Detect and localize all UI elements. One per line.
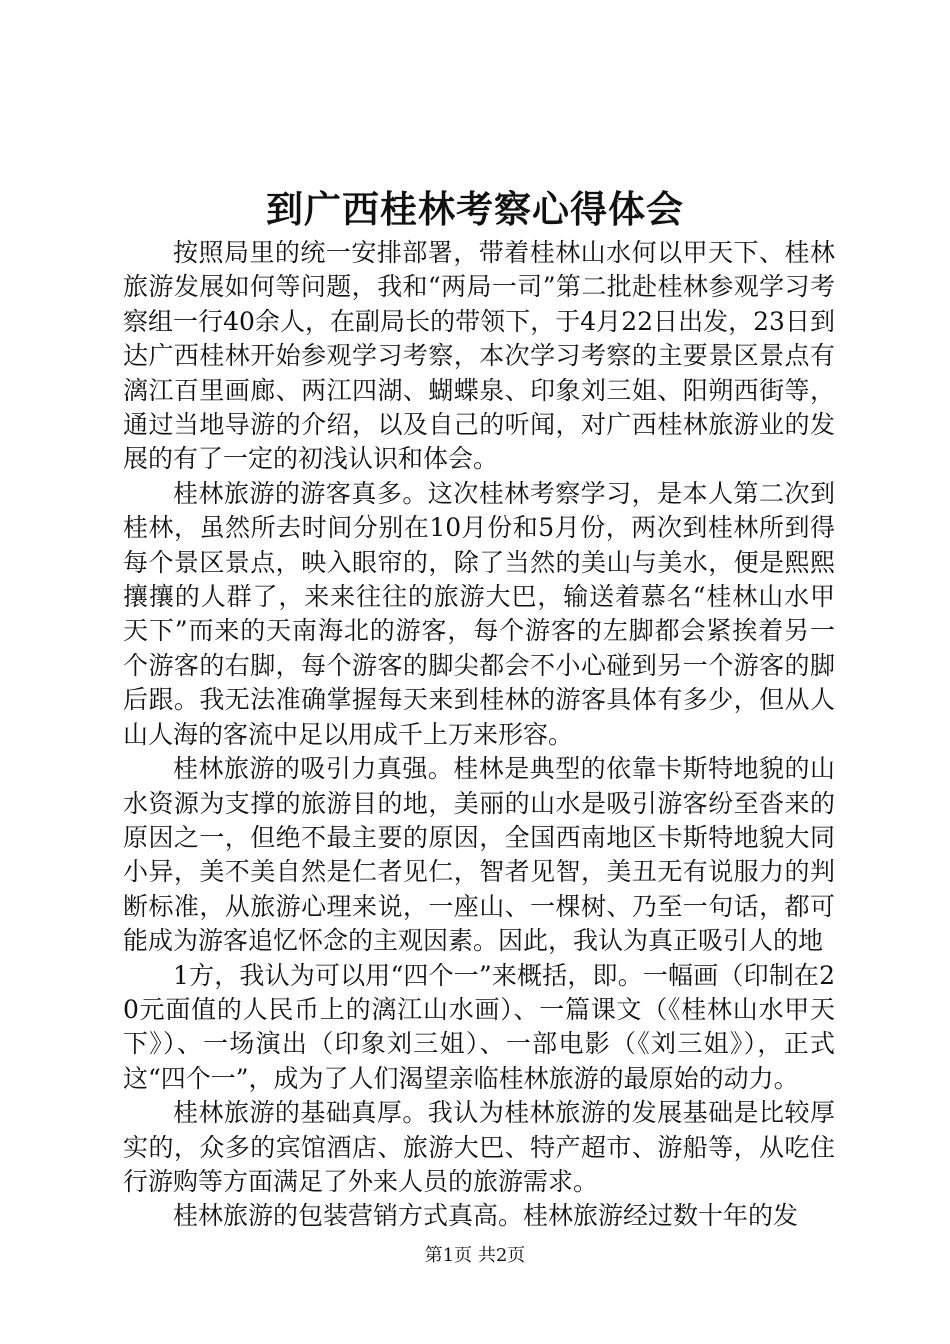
paragraph-marketing: 桂林旅游的包装营销方式真高。桂林旅游经过数十年的发 (173, 1201, 799, 1231)
document-body (123, 236, 835, 1234)
paragraph-tourists: 桂林旅游的游客真多。这次桂林考察学习，是本人第二次到桂林，虽然所去时间分别在10月份和5月份，两次到桂林所到得每个景区景点，映入眼帘的，除了当然的美山与美水，便是熙熙攘攘的人群了，来来往往的旅游大巴，输送着慕名“桂林山水甲天下”而来的天南海北的游客，每个游客的左脚都会紧挨着另一个游客的右脚，每个游客的脚尖都会不小心碰到另一个游客的脚后跟。我无法准确掌握每天来到桂林的游客具体有多少，但从人山人海的客流中足以用成千上万来形容。 (123, 478, 835, 749)
document-title: 到广西桂林考察心得体会 (266, 187, 684, 231)
paragraph-four-ones: 1方，我认为可以用“四个一”来概括，即。一幅画（印制在20元面值的人民币上的漓江山水画）、一篇课文（《桂林山水甲天下》）、一场演出（印象刘三姐）、一部电影（《刘三姐》），正式这“四个一”，成为了人们渴望亲临桂林旅游的最原始的动力。 (123, 960, 835, 1093)
paragraph-attraction: 桂林旅游的吸引力真强。桂林是典型的依靠卡斯特地貌的山水资源为支撑的旅游目的地，美丽的山水是吸引游客纷至沓来的原因之一，但绝不最主要的原因，全国西南地区卡斯特地貌大同小异，美不美自然是仁者见仁，智者见智，美丑无有说服力的判断标准，从旅游心理来说，一座山、一棵树、乃至一句话，都可能成为游客追忆怀念的主观因素。因此，我认为真正吸引人的地 (123, 754, 835, 956)
page-footer: 第1页 共2页 (424, 1245, 526, 1266)
paragraph-intro: 按照局里的统一安排部署，带着桂林山水何以甲天下、桂林旅游发展如何等问题，我和“两局一司”第二批赴桂林参观学习考察组一行40余人，在副局长的带领下，于4月22日出发，23日到达广西桂林开始参观学习考察，本次学习考察的主要景区景点有漓江百里画廊、两江四湖、蝴蝶泉、印象刘三姐、阳朔西街等，通过当地导游的介绍，以及自己的听闻，对广西桂林旅游业的发展的有了一定的初浅认识和体会。 (123, 238, 835, 474)
paragraph-foundation: 桂林旅游的基础真厚。我认为桂林旅游的发展基础是比较厚实的，众多的宾馆酒店、旅游大巴、特产超市、游船等，从吃住行游购等方面满足了外来人员的旅游需求。 (123, 1098, 835, 1196)
